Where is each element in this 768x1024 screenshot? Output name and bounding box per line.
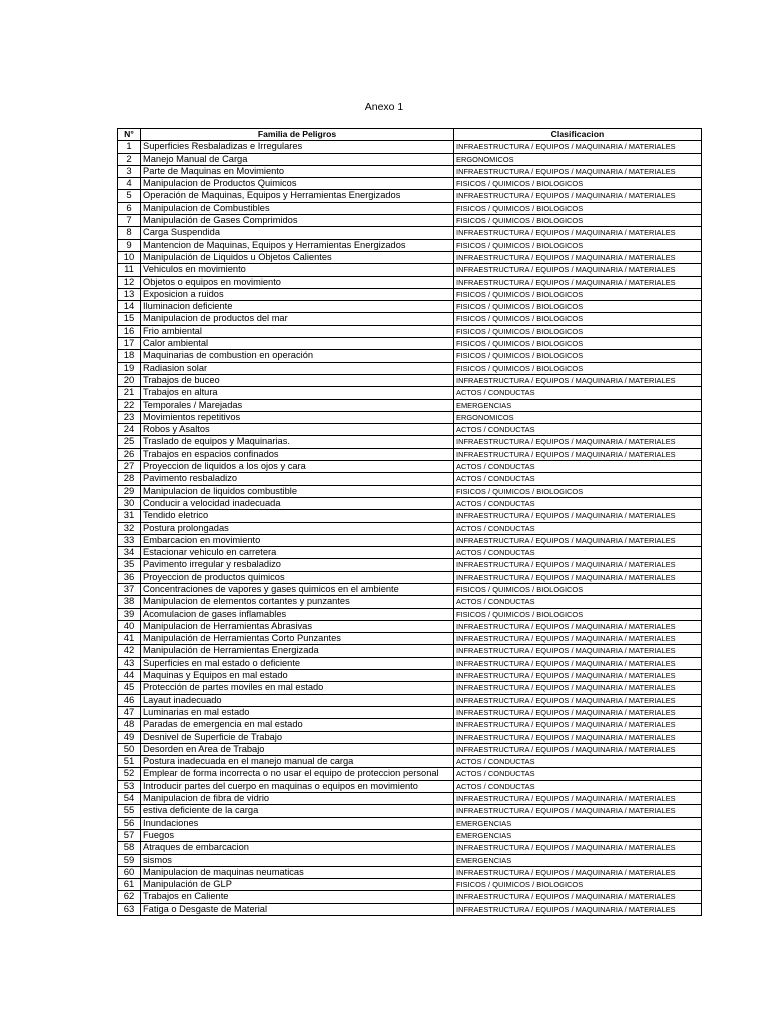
table-row — [118, 313, 702, 325]
table-row — [118, 583, 702, 595]
classification-cell: INFRAESTRUCTURA / EQUIPOS / MAQUINARIA / MATERIALES — [454, 534, 702, 546]
row-number: 42 — [118, 645, 141, 657]
row-number: 10 — [118, 251, 141, 263]
table-row — [118, 288, 702, 300]
hazard-family-cell: Trabajos en altura — [141, 387, 454, 399]
table-row — [118, 768, 702, 780]
table-row — [118, 731, 702, 743]
classification-cell: INFRAESTRUCTURA / EQUIPOS / MAQUINARIA / MATERIALES — [454, 190, 702, 202]
table-row — [118, 743, 702, 755]
table-row — [118, 141, 702, 153]
hazard-family-cell: Postura inadecuada en el manejo manual de carga — [141, 756, 454, 768]
row-number: 28 — [118, 473, 141, 485]
table-row — [118, 534, 702, 546]
row-number: 50 — [118, 743, 141, 755]
table-row — [118, 903, 702, 915]
classification-cell: FISICOS / QUIMICOS / BIOLOGICOS — [454, 338, 702, 350]
table-row — [118, 829, 702, 841]
table-row — [118, 842, 702, 854]
table-row — [118, 374, 702, 386]
classification-cell: ACTOS / CONDUCTAS — [454, 497, 702, 509]
hazard-family-cell: Manipulación de Herramientas Energizada — [141, 645, 454, 657]
classification-cell: INFRAESTRUCTURA / EQUIPOS / MAQUINARIA / MATERIALES — [454, 620, 702, 632]
row-number: 40 — [118, 620, 141, 632]
table-row — [118, 620, 702, 632]
row-number: 7 — [118, 215, 141, 227]
hazard-family-cell: Superficies Resbaladizas e Irregulares — [141, 141, 454, 153]
hazard-family-cell: Estacionar vehiculo en carretera — [141, 547, 454, 559]
hazard-family-cell: Maquinas y Equipos en mal estado — [141, 670, 454, 682]
classification-cell: INFRAESTRUCTURA / EQUIPOS / MAQUINARIA / MATERIALES — [454, 276, 702, 288]
row-number: 1 — [118, 141, 141, 153]
classification-cell: ACTOS / CONDUCTAS — [454, 780, 702, 792]
classification-cell: ACTOS / CONDUCTAS — [454, 461, 702, 473]
classification-cell: FISICOS / QUIMICOS / BIOLOGICOS — [454, 313, 702, 325]
hazard-family-cell: Mantencion de Maquinas, Equipos y Herramientas Energizados — [141, 239, 454, 251]
table-row — [118, 817, 702, 829]
classification-cell: INFRAESTRUCTURA / EQUIPOS / MAQUINARIA / MATERIALES — [454, 436, 702, 448]
hazard-family-cell: Luminarias en mal estado — [141, 706, 454, 718]
table-row — [118, 165, 702, 177]
row-number: 34 — [118, 547, 141, 559]
row-number: 6 — [118, 202, 141, 214]
table-row — [118, 215, 702, 227]
table-row — [118, 694, 702, 706]
classification-cell: INFRAESTRUCTURA / EQUIPOS / MAQUINARIA / MATERIALES — [454, 510, 702, 522]
hazard-family-cell: Vehiculos en movimiento — [141, 264, 454, 276]
table-row — [118, 879, 702, 891]
hazard-family-cell: Paradas de emergencia en mal estado — [141, 719, 454, 731]
classification-cell: ERGONOMICOS — [454, 153, 702, 165]
hazard-family-cell: Manejo Manual de Carga — [141, 153, 454, 165]
row-number: 58 — [118, 842, 141, 854]
row-number: 32 — [118, 522, 141, 534]
table-row — [118, 350, 702, 362]
hazard-family-cell: Radiasion solar — [141, 362, 454, 374]
row-number: 61 — [118, 879, 141, 891]
table-row — [118, 362, 702, 374]
table-row — [118, 325, 702, 337]
table-row — [118, 608, 702, 620]
table-row — [118, 547, 702, 559]
row-number: 12 — [118, 276, 141, 288]
row-number: 56 — [118, 817, 141, 829]
classification-cell: ACTOS / CONDUCTAS — [454, 596, 702, 608]
row-number: 52 — [118, 768, 141, 780]
table-row — [118, 891, 702, 903]
classification-cell: ACTOS / CONDUCTAS — [454, 473, 702, 485]
classification-cell: INFRAESTRUCTURA / EQUIPOS / MAQUINARIA / MATERIALES — [454, 694, 702, 706]
hazard-family-cell: Superficies en mal estado o deficiente — [141, 657, 454, 669]
table-row — [118, 301, 702, 313]
table-body — [118, 141, 702, 916]
classification-cell: INFRAESTRUCTURA / EQUIPOS / MAQUINARIA / MATERIALES — [454, 448, 702, 460]
classification-cell: INFRAESTRUCTURA / EQUIPOS / MAQUINARIA / MATERIALES — [454, 731, 702, 743]
row-number: 48 — [118, 719, 141, 731]
row-number: 13 — [118, 288, 141, 300]
hazard-family-cell: Trabajos en Caliente — [141, 891, 454, 903]
hazard-family-cell: Concentraciones de vapores y gases quimicos en el ambiente — [141, 583, 454, 595]
row-number: 23 — [118, 411, 141, 423]
row-number: 2 — [118, 153, 141, 165]
row-number: 3 — [118, 165, 141, 177]
hazard-family-cell: Manipulacion de productos del mar — [141, 313, 454, 325]
row-number: 27 — [118, 461, 141, 473]
table-row — [118, 276, 702, 288]
classification-cell: INFRAESTRUCTURA / EQUIPOS / MAQUINARIA / MATERIALES — [454, 743, 702, 755]
classification-cell: ACTOS / CONDUCTAS — [454, 756, 702, 768]
classification-cell: ACTOS / CONDUCTAS — [454, 768, 702, 780]
hazard-family-cell: Operación de Maquinas, Equipos y Herramientas Energizados — [141, 190, 454, 202]
table-row — [118, 559, 702, 571]
row-number: 54 — [118, 793, 141, 805]
table-row — [118, 461, 702, 473]
row-number: 41 — [118, 633, 141, 645]
hazard-family-cell: Manipulación de Liquidos u Objetos Calientes — [141, 251, 454, 263]
hazard-family-cell: Protección de partes moviles en mal estado — [141, 682, 454, 694]
hazard-family-cell: Proyeccion de liquidos a los ojos y cara — [141, 461, 454, 473]
row-number: 4 — [118, 178, 141, 190]
hazard-family-cell: Calor ambiental — [141, 338, 454, 350]
table-row — [118, 227, 702, 239]
table-row — [118, 387, 702, 399]
hazard-family-cell: Frio ambiental — [141, 325, 454, 337]
table-row — [118, 264, 702, 276]
row-number: 9 — [118, 239, 141, 251]
classification-cell: INFRAESTRUCTURA / EQUIPOS / MAQUINARIA / MATERIALES — [454, 374, 702, 386]
table-row — [118, 596, 702, 608]
table-row — [118, 497, 702, 509]
table-row — [118, 485, 702, 497]
table-row — [118, 251, 702, 263]
hazard-family-cell: Inundaciones — [141, 817, 454, 829]
row-number: 57 — [118, 829, 141, 841]
hazard-family-cell: Postura prolongadas — [141, 522, 454, 534]
table-row — [118, 202, 702, 214]
table-row — [118, 424, 702, 436]
row-number: 39 — [118, 608, 141, 620]
table-row — [118, 854, 702, 866]
row-number: 49 — [118, 731, 141, 743]
hazard-family-cell: Trabajos en espacios confinados — [141, 448, 454, 460]
hazard-family-cell: Manipulacion de fibra de vidrio — [141, 793, 454, 805]
table-row — [118, 866, 702, 878]
table-row — [118, 719, 702, 731]
row-number: 36 — [118, 571, 141, 583]
row-number: 30 — [118, 497, 141, 509]
page-title: Anexo 1 — [364, 101, 404, 113]
row-number: 14 — [118, 301, 141, 313]
table-row — [118, 436, 702, 448]
table-row — [118, 793, 702, 805]
hazard-family-cell: Pavimento resbaladizo — [141, 473, 454, 485]
table-row — [118, 473, 702, 485]
row-number: 63 — [118, 903, 141, 915]
table-row — [118, 780, 702, 792]
classification-cell: INFRAESTRUCTURA / EQUIPOS / MAQUINARIA / MATERIALES — [454, 682, 702, 694]
classification-cell: FISICOS / QUIMICOS / BIOLOGICOS — [454, 362, 702, 374]
row-number: 25 — [118, 436, 141, 448]
hazard-family-cell: Traslado de equipos y Maquinarias. — [141, 436, 454, 448]
classification-cell: FISICOS / QUIMICOS / BIOLOGICOS — [454, 879, 702, 891]
row-number: 45 — [118, 682, 141, 694]
table-row — [118, 645, 702, 657]
hazard-family-cell: Manipulación de GLP — [141, 879, 454, 891]
classification-cell: INFRAESTRUCTURA / EQUIPOS / MAQUINARIA / MATERIALES — [454, 645, 702, 657]
classification-cell: FISICOS / QUIMICOS / BIOLOGICOS — [454, 325, 702, 337]
classification-cell: FISICOS / QUIMICOS / BIOLOGICOS — [454, 215, 702, 227]
classification-cell: INFRAESTRUCTURA / EQUIPOS / MAQUINARIA / MATERIALES — [454, 264, 702, 276]
hazard-family-cell: Pavimento irregular y resbaladizo — [141, 559, 454, 571]
hazard-family-cell: Fuegos — [141, 829, 454, 841]
table-row — [118, 338, 702, 350]
classification-cell: INFRAESTRUCTURA / EQUIPOS / MAQUINARIA / MATERIALES — [454, 657, 702, 669]
classification-cell: INFRAESTRUCTURA / EQUIPOS / MAQUINARIA / MATERIALES — [454, 719, 702, 731]
table-row — [118, 399, 702, 411]
row-number: 22 — [118, 399, 141, 411]
row-number: 53 — [118, 780, 141, 792]
hazard-family-cell: sismos — [141, 854, 454, 866]
classification-cell: INFRAESTRUCTURA / EQUIPOS / MAQUINARIA / MATERIALES — [454, 633, 702, 645]
classification-cell: INFRAESTRUCTURA / EQUIPOS / MAQUINARIA / MATERIALES — [454, 227, 702, 239]
classification-cell: INFRAESTRUCTURA / EQUIPOS / MAQUINARIA / MATERIALES — [454, 866, 702, 878]
row-number: 18 — [118, 350, 141, 362]
row-number: 43 — [118, 657, 141, 669]
row-number: 19 — [118, 362, 141, 374]
row-number: 35 — [118, 559, 141, 571]
classification-cell: EMERGENCIAS — [454, 817, 702, 829]
hazard-family-cell: Emplear de forma incorrecta o no usar el equipo de proteccion personal — [141, 768, 454, 780]
classification-cell: INFRAESTRUCTURA / EQUIPOS / MAQUINARIA / MATERIALES — [454, 165, 702, 177]
row-number: 5 — [118, 190, 141, 202]
column-header-number: N° — [118, 129, 141, 141]
row-number: 38 — [118, 596, 141, 608]
table-row — [118, 657, 702, 669]
hazard-family-cell: Robos y Asaltos — [141, 424, 454, 436]
table-row — [118, 510, 702, 522]
row-number: 20 — [118, 374, 141, 386]
column-header-family: Familia de Peligros — [141, 129, 454, 141]
hazard-family-cell: Desnivel de Superficie de Trabajo — [141, 731, 454, 743]
row-number: 16 — [118, 325, 141, 337]
classification-cell: INFRAESTRUCTURA / EQUIPOS / MAQUINARIA / MATERIALES — [454, 842, 702, 854]
hazard-family-cell: estiva deficiente de la carga — [141, 805, 454, 817]
hazard-family-cell: Exposicion a ruidos — [141, 288, 454, 300]
row-number: 51 — [118, 756, 141, 768]
row-number: 33 — [118, 534, 141, 546]
row-number: 60 — [118, 866, 141, 878]
table-row — [118, 756, 702, 768]
hazard-family-cell: Manipulacion de elementos cortantes y punzantes — [141, 596, 454, 608]
hazard-family-cell: Embarcacion en movimiento — [141, 534, 454, 546]
classification-cell: EMERGENCIAS — [454, 399, 702, 411]
hazard-family-cell: Introducir partes del cuerpo en maquinas o equipos en movimiento — [141, 780, 454, 792]
row-number: 17 — [118, 338, 141, 350]
hazard-family-cell: Iluminacion deficiente — [141, 301, 454, 313]
classification-cell: FISICOS / QUIMICOS / BIOLOGICOS — [454, 583, 702, 595]
classification-cell: FISICOS / QUIMICOS / BIOLOGICOS — [454, 485, 702, 497]
classification-cell: ACTOS / CONDUCTAS — [454, 387, 702, 399]
classification-cell: INFRAESTRUCTURA / EQUIPOS / MAQUINARIA / MATERIALES — [454, 805, 702, 817]
hazard-family-cell: Movimientos repetitivos — [141, 411, 454, 423]
hazard-family-cell: Manipulacion de maquinas neumaticas — [141, 866, 454, 878]
row-number: 47 — [118, 706, 141, 718]
column-header-classification: Clasificacion — [454, 129, 702, 141]
hazard-family-cell: Manipulacion de Herramientas Abrasivas — [141, 620, 454, 632]
classification-cell: INFRAESTRUCTURA / EQUIPOS / MAQUINARIA / MATERIALES — [454, 251, 702, 263]
row-number: 24 — [118, 424, 141, 436]
hazard-family-cell: Desorden en Area de Trabajo — [141, 743, 454, 755]
hazard-family-cell: Parte de Maquinas en Movimiento — [141, 165, 454, 177]
row-number: 21 — [118, 387, 141, 399]
row-number: 11 — [118, 264, 141, 276]
classification-cell: ACTOS / CONDUCTAS — [454, 522, 702, 534]
classification-cell: FISICOS / QUIMICOS / BIOLOGICOS — [454, 239, 702, 251]
hazard-family-cell: Manipulación de Gases Comprimidos — [141, 215, 454, 227]
table-row — [118, 153, 702, 165]
classification-cell: INFRAESTRUCTURA / EQUIPOS / MAQUINARIA / MATERIALES — [454, 891, 702, 903]
classification-cell: INFRAESTRUCTURA / EQUIPOS / MAQUINARIA / MATERIALES — [454, 706, 702, 718]
table-row — [118, 411, 702, 423]
classification-cell: ACTOS / CONDUCTAS — [454, 424, 702, 436]
hazard-family-cell: Manipulacion de Productos Quimicos — [141, 178, 454, 190]
hazard-table — [117, 128, 702, 916]
table-row — [118, 670, 702, 682]
table-header-row — [118, 129, 702, 141]
classification-cell: INFRAESTRUCTURA / EQUIPOS / MAQUINARIA / MATERIALES — [454, 670, 702, 682]
hazard-family-cell: Manipulación de Herramientas Corto Punzantes — [141, 633, 454, 645]
row-number: 37 — [118, 583, 141, 595]
hazard-family-cell: Maquinarias de combustion en operación — [141, 350, 454, 362]
row-number: 31 — [118, 510, 141, 522]
classification-cell: EMERGENCIAS — [454, 829, 702, 841]
classification-cell: FISICOS / QUIMICOS / BIOLOGICOS — [454, 178, 702, 190]
row-number: 29 — [118, 485, 141, 497]
classification-cell: INFRAESTRUCTURA / EQUIPOS / MAQUINARIA / MATERIALES — [454, 141, 702, 153]
table-row — [118, 571, 702, 583]
table-row — [118, 190, 702, 202]
table-row — [118, 522, 702, 534]
hazard-family-cell: Proyeccion de productos quimicos — [141, 571, 454, 583]
table-row — [118, 633, 702, 645]
hazard-family-cell: Tendido eletrico — [141, 510, 454, 522]
hazard-family-cell: Acomulacion de gases inflamables — [141, 608, 454, 620]
classification-cell: INFRAESTRUCTURA / EQUIPOS / MAQUINARIA / MATERIALES — [454, 571, 702, 583]
hazard-family-cell: Temporales / Marejadas — [141, 399, 454, 411]
classification-cell: ERGONOMICOS — [454, 411, 702, 423]
row-number: 46 — [118, 694, 141, 706]
table-row — [118, 178, 702, 190]
classification-cell: FISICOS / QUIMICOS / BIOLOGICOS — [454, 202, 702, 214]
table-row — [118, 805, 702, 817]
row-number: 55 — [118, 805, 141, 817]
hazard-family-cell: Manipulacion de Combustibles — [141, 202, 454, 214]
classification-cell: FISICOS / QUIMICOS / BIOLOGICOS — [454, 350, 702, 362]
table-row — [118, 706, 702, 718]
table-row — [118, 682, 702, 694]
table-row — [118, 448, 702, 460]
classification-cell: ACTOS / CONDUCTAS — [454, 547, 702, 559]
classification-cell: INFRAESTRUCTURA / EQUIPOS / MAQUINARIA / MATERIALES — [454, 903, 702, 915]
hazard-family-cell: Objetos o equipos en movimiento — [141, 276, 454, 288]
classification-cell: FISICOS / QUIMICOS / BIOLOGICOS — [454, 288, 702, 300]
hazard-family-cell: Conducir a velocidad inadecuada — [141, 497, 454, 509]
row-number: 59 — [118, 854, 141, 866]
classification-cell: FISICOS / QUIMICOS / BIOLOGICOS — [454, 301, 702, 313]
classification-cell: INFRAESTRUCTURA / EQUIPOS / MAQUINARIA / MATERIALES — [454, 793, 702, 805]
row-number: 44 — [118, 670, 141, 682]
hazard-family-cell: Atraques de embarcacion — [141, 842, 454, 854]
row-number: 62 — [118, 891, 141, 903]
hazard-family-cell: Layaut inadecuado — [141, 694, 454, 706]
hazard-family-cell: Trabajos de buceo — [141, 374, 454, 386]
row-number: 8 — [118, 227, 141, 239]
hazard-family-cell: Manipulacion de liquidos combustible — [141, 485, 454, 497]
classification-cell: EMERGENCIAS — [454, 854, 702, 866]
row-number: 15 — [118, 313, 141, 325]
classification-cell: FISICOS / QUIMICOS / BIOLOGICOS — [454, 608, 702, 620]
table-row — [118, 239, 702, 251]
classification-cell: INFRAESTRUCTURA / EQUIPOS / MAQUINARIA / MATERIALES — [454, 559, 702, 571]
hazard-family-cell: Carga Suspendida — [141, 227, 454, 239]
hazard-family-cell: Fatiga o Desgaste de Material — [141, 903, 454, 915]
row-number: 26 — [118, 448, 141, 460]
